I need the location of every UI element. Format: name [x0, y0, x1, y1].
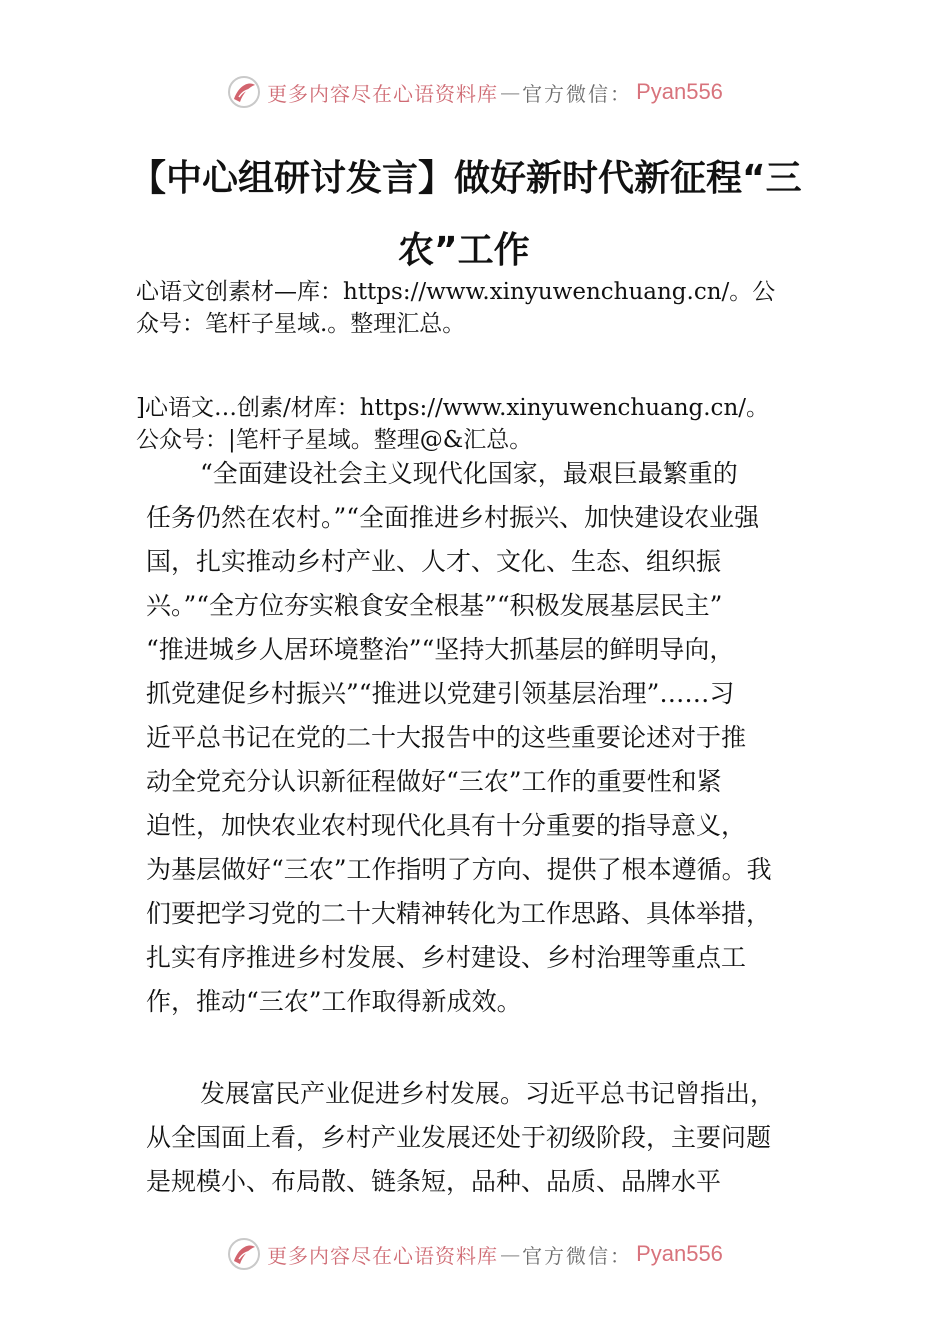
paragraph-line: “推进城乡人居环境整治”“坚持大抓基层的鲜明导向， [146, 635, 735, 664]
paragraph-line: 扎实有序推进乡村发展、乡村建设、乡村治理等重点工 [146, 943, 747, 972]
banner-title: 更多内容尽在心语资料库 [267, 81, 499, 106]
paragraph-line: 从全国面上看，乡村产业发展还处于初级阶段，主要问题 [146, 1123, 772, 1152]
paragraph-line: 为基层做好“三农”工作指明了方向、提供了根本遵循。我 [146, 855, 772, 884]
banner-wechat-id: Pyan556 [636, 1241, 723, 1266]
banner-separator: — [500, 1242, 521, 1266]
source-line-4: 公众号：|笔杆子星域。整理@&汇总。 [136, 427, 533, 453]
document-title-line-2: 农”工作 [398, 230, 530, 271]
banner-wechat-label: 官方微信： [522, 1243, 633, 1268]
ribbon-logo-icon [227, 75, 261, 109]
document-title-line-1: 【中心组研讨发言】做好新时代新征程“三 [130, 158, 802, 199]
source-line-3: ]心语文…创素/材库：https://www.xinyuwenchuang.cn/。 [136, 395, 770, 421]
paragraph-line: 抓党建促乡村振兴”“推进以党建引领基层治理”……习 [146, 679, 735, 708]
banner-title: 更多内容尽在心语资料库 [267, 1243, 499, 1268]
banner-wechat-id: Pyan556 [636, 79, 723, 104]
paragraph-line: 任务仍然在农村。”“全面推进乡村振兴、加快建设农业强 [146, 503, 760, 532]
paragraph-line: 作，推动“三农”工作取得新成效。 [146, 987, 522, 1016]
footer-banner [0, 1232, 950, 1276]
paragraph-line: 发展富民产业促进乡村发展。习近平总书记曾指出， [200, 1079, 776, 1108]
paragraph-line: 国，扎实推动乡村产业、人才、文化、生态、组织振 [146, 547, 722, 576]
paragraph-line: 们要把学习党的二十大精神转化为工作思路、具体举措， [146, 899, 772, 928]
paragraph-line: 近平总书记在党的二十大报告中的这些重要论述对于推 [146, 723, 747, 752]
source-line-2: 众号：笔杆子星域.。整理汇总。 [136, 311, 466, 337]
source-line-1: 心语文创素材—库：https://www.xinyuwenchuang.cn/。公 [136, 279, 776, 305]
paragraph-line: 动全党充分认识新征程做好“三农”工作的重要性和紧 [146, 767, 722, 796]
paragraph-line: “全面建设社会主义现代化国家，最艰巨最繁重的 [200, 459, 738, 488]
banner-wechat-label: 官方微信： [522, 81, 633, 106]
header-banner [0, 70, 950, 114]
paragraph-line: 兴。”“全方位夯实粮食安全根基”“积极发展基层民主” [146, 591, 723, 620]
paragraph-line: 是规模小、布局散、链条短，品种、品质、品牌水平 [146, 1167, 722, 1196]
paragraph-line: 迫性，加快农业农村现代化具有十分重要的指导意义， [146, 811, 747, 840]
banner-separator: — [500, 80, 521, 104]
ribbon-logo-icon [227, 1237, 261, 1271]
